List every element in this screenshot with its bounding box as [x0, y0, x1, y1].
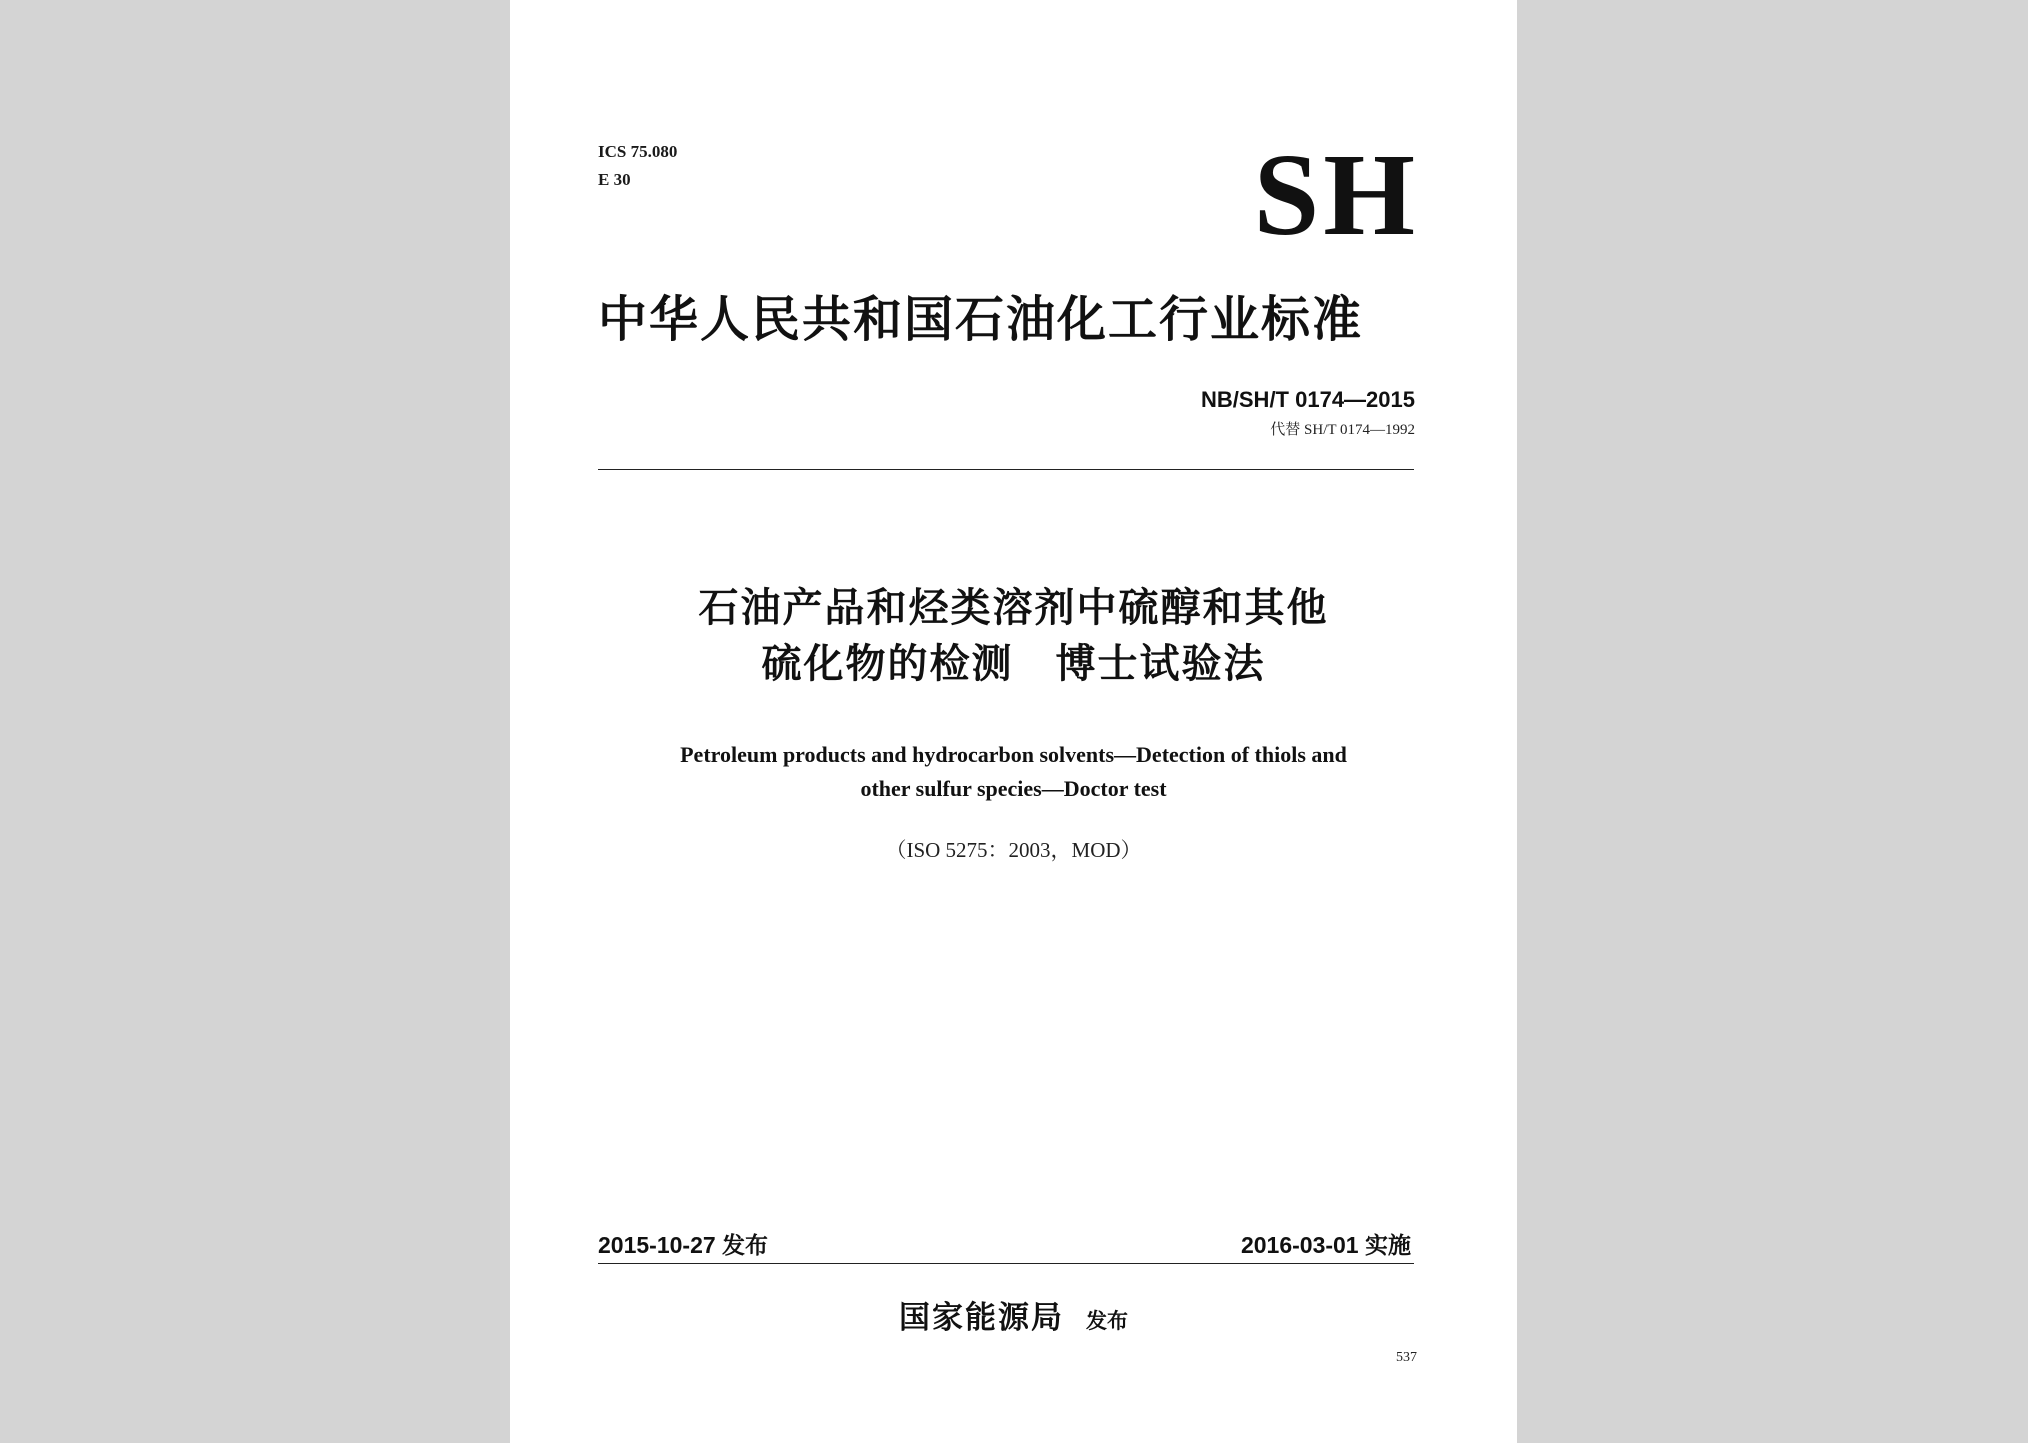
- header-divider: [598, 469, 1414, 470]
- document-page: [510, 0, 1517, 1443]
- footer-divider: [598, 1263, 1414, 1264]
- english-title-line-1: Petroleum products and hydrocarbon solvents—Detection of thiols and: [680, 742, 1347, 767]
- classification-codes: [598, 138, 677, 194]
- english-title-line-2: other sulfur species—Doctor test: [860, 776, 1167, 801]
- chinese-title: [510, 580, 1517, 692]
- sh-logo: SH: [1253, 129, 1419, 260]
- issue-date: 2015-10-27 发布: [598, 1232, 769, 1258]
- industry-standard-title: 中华人民共和国石油化工行业标准: [598, 291, 1364, 348]
- publisher-org: 国家能源局: [899, 1300, 1064, 1336]
- page-number: 537: [1396, 1350, 1417, 1365]
- publisher: [510, 1292, 1517, 1337]
- publisher-verb: 发布: [1086, 1309, 1128, 1333]
- chinese-title-line-2: 硫化物的检测 博士试验法: [761, 641, 1266, 687]
- standard-number: NB/SH/T 0174—2015: [1201, 387, 1415, 412]
- ics-code: ICS 75.080: [598, 142, 678, 161]
- implementation-date: 2016-03-01 实施: [1240, 1232, 1411, 1258]
- chinese-title-line-1: 石油产品和烃类溶剂中硫醇和其他: [698, 585, 1329, 631]
- iso-reference: （ISO 5275：2003，MOD）: [885, 838, 1142, 862]
- english-title: [510, 738, 1517, 806]
- ccs-code: E 30: [598, 170, 631, 189]
- replaces-standard: 代替 SH/T 0174—1992: [1270, 422, 1415, 438]
